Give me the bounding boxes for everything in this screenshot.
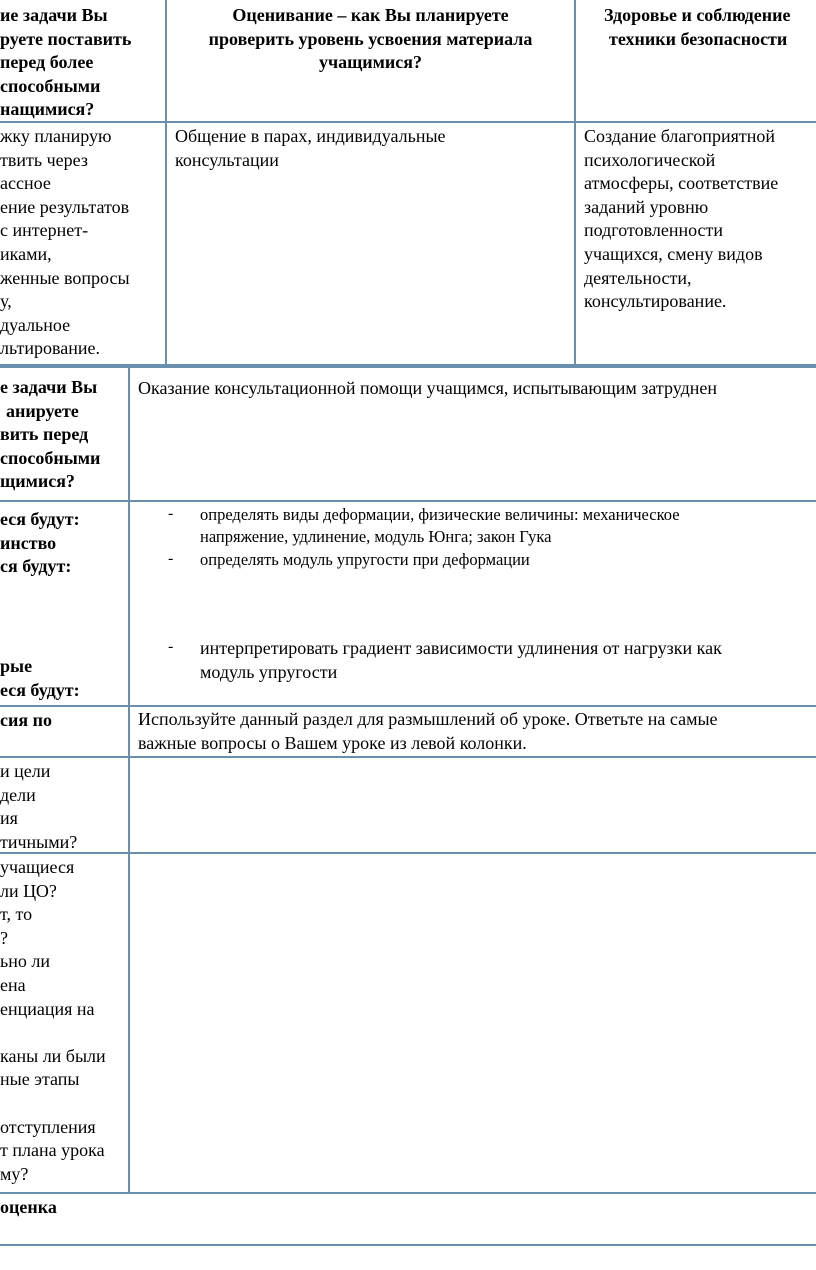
table1-header-assessment: Оценивание – как Вы планируете проверить уровень усвоения материала учащимися? [208, 5, 533, 73]
outcome-bullet-1: - [168, 505, 174, 522]
outcome-item-1: определять виды деформации, физические величины: механическое напряжение, удлинение, модуль Юнга; закон Гука [200, 505, 680, 546]
table2-divider [128, 366, 130, 1192]
table2-row-rule-1 [0, 500, 816, 502]
table2-reflection-label: сия по [0, 710, 52, 730]
table2-question-2: учащиеся ли ЦО? т, то ? ьно ли ена енциация на каны ли были ные этапы отступления т плана урока му? [0, 857, 106, 1184]
table2-row-rule-3 [0, 756, 816, 758]
table1-row-tasks: жку планирую твить через ассное ение результатов с интернет- иками, женные вопросы у, дуальное льтирование. [0, 126, 130, 359]
table2-top-rule [0, 366, 816, 368]
table2-row-rule-5 [0, 1192, 816, 1194]
table2-reflection-text: Используйте данный раздел для размышлений об уроке. Ответьте на самые важные вопросы о Вашем уроке из левой колонки. [138, 709, 718, 753]
table1-header-tasks: ие задачи Вы руете поставить перед более способными нащимися? [0, 5, 132, 120]
table2-tasks-value: Оказание консультационной помощи учащимся, испытывающим затруднен [138, 378, 718, 398]
table1-header-health: Здоровье и соблюдение техники безопасности [604, 5, 791, 49]
table1-row-assessment: Общение в парах, индивидуальные консультации [175, 126, 446, 170]
outcome-item-3: интерпретировать градиент зависимости удлинения от нагрузки как модуль упругости [200, 638, 722, 682]
table2-outcome-labels-bottom: рые еся будут: [0, 656, 80, 700]
table2-row-rule-2 [0, 705, 816, 707]
table1-row-health: Создание благоприятной психологической атмосферы, соответствие заданий уровню подготовленности учащихся, смену видов деятельности, консультирование. [584, 126, 779, 312]
table2-overall-label: оценка [0, 1197, 57, 1217]
table2-row-rule-4 [0, 852, 816, 854]
table2-bottom-rule [0, 1244, 816, 1246]
table1-divider-2 [574, 0, 576, 364]
table2-question-1: и цели дели ия тичными? [0, 761, 78, 852]
table2-outcome-labels-top: еся будут: инство ся будут: [0, 509, 80, 577]
outcome-bullet-2: - [168, 550, 174, 567]
outcome-item-2: определять модуль упругости при деформации [200, 550, 530, 569]
outcome-bullet-3: - [168, 638, 174, 655]
table2-tasks-label: е задачи Вы анируете вить перед способными щимися? [0, 377, 101, 492]
